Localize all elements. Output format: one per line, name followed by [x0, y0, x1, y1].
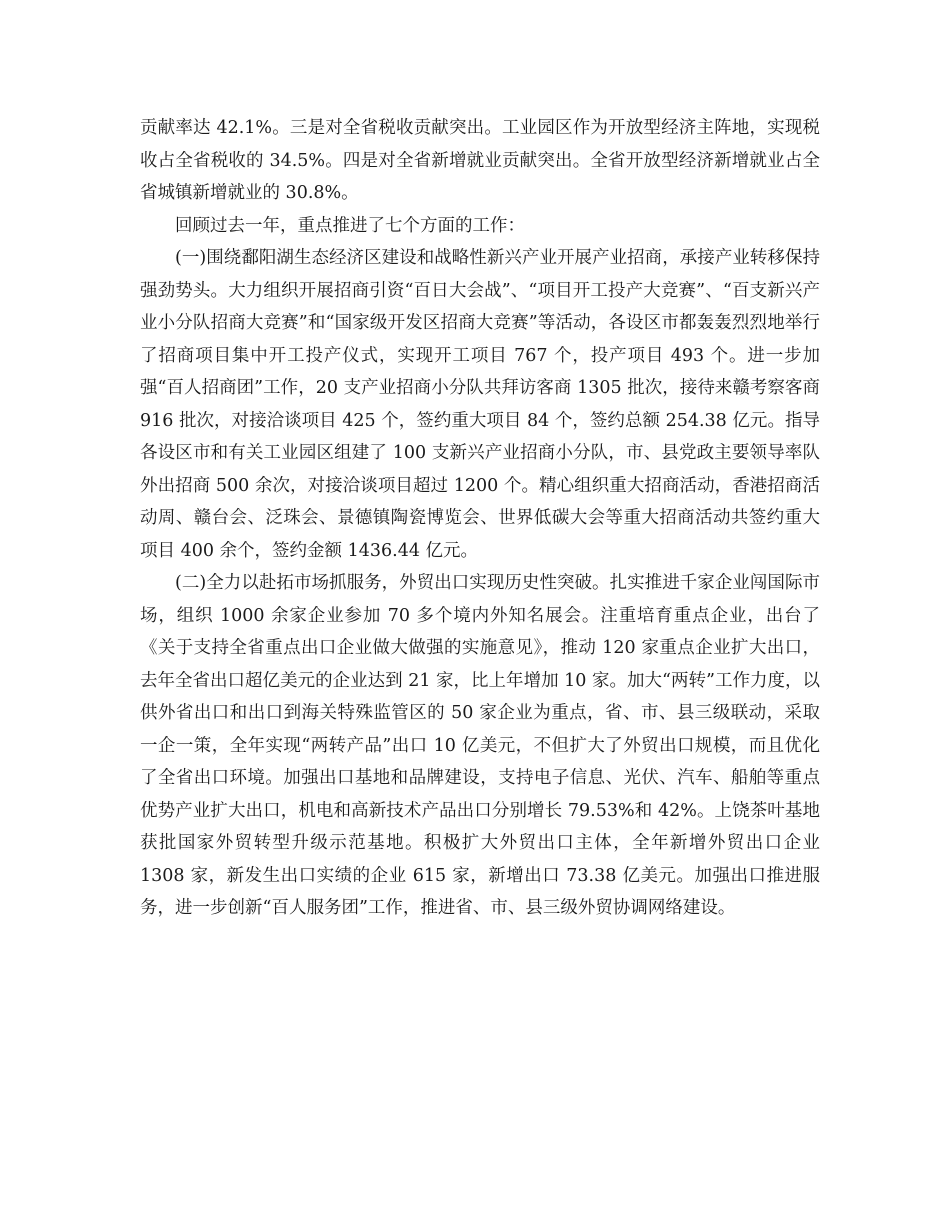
paragraph-review-intro: 回顾过去一年，重点推进了七个方面的工作：: [175, 215, 525, 236]
paragraph-contribution-summary: 贡献率达 42.1%。三是对全省税收贡献突出。工业园区作为开放型经济主阵地，实现税收占全省税收的 34.5%。四是对全省新增就业贡献突出。全省开放型经济新增就业占全省城镇新增就业的 30.8%。: [140, 118, 820, 203]
paragraph-section-one-investment: (一)围绕鄱阳湖生态经济区建设和战略性新兴产业开展产业招商，承接产业转移保持强劲势头。大力组织开展招商引资“百日大会战”、“项目开工投产大竞赛”、“百支新兴产业小分队招商大竞赛”和“国家级开发区招商大竞赛”等活动，各设区市都轰轰烈烈地举行了招商项目集中开工投产仪式，实现开工项目 767 个，投产项目 493 个。进一步加强“百人招商团”工作，20 支产业招商小分队共拜访客商 1305 批次，接待来赣考察客商 916 批次，对接洽谈项目 425 个，签约重大项目 84 个，签约总额 254.38 亿元。指导各设区市和有关工业园区组建了 100 支新兴产业招商小分队，市、县党政主要领导率队外出招商 500 余次，对接洽谈项目超过 1200 个。精心组织重大招商活动，香港招商活动周、赣台会、泛珠会、景德镇陶瓷博览会、世界低碳大会等重大招商活动共签约重大项目 400 余个，签约金额 1436.44 亿元。: [140, 248, 820, 561]
paragraph-section-two-export: (二)全力以赴拓市场抓服务，外贸出口实现历史性突破。扎实推进千家企业闯国际市场，组织 1000 余家企业参加 70 多个境内外知名展会。注重培育重点企业，出台了《关于支持全省重点出口企业做大做强的实施意见》，推动 120 家重点企业扩大出口，去年全省出口超亿美元的企业达到 21 家，比上年增加 10 家。加大“两转”工作力度，以供外省出口和出口到海关特殊监管区的 50 家企业为重点，省、市、县三级联动，采取一企一策，全年实现“两转产品”出口 10 亿美元，不但扩大了外贸出口规模，而且优化了全省出口环境。加强出口基地和品牌建设，支持电子信息、光伏、汽车、船舶等重点优势产业扩大出口，机电和高新技术产品出口分别增长 79.53%和 42%。上饶茶叶基地获批国家外贸转型升级示范基地。积极扩大外贸出口主体，全年新增外贸出口企业 1308 家，新发生出口实绩的企业 615 家，新增出口 73.38 亿美元。加强出口推进服务，进一步创新“百人服务团”工作，推进省、市、县三级外贸协调网络建设。: [140, 573, 820, 918]
document-body: [140, 112, 820, 925]
